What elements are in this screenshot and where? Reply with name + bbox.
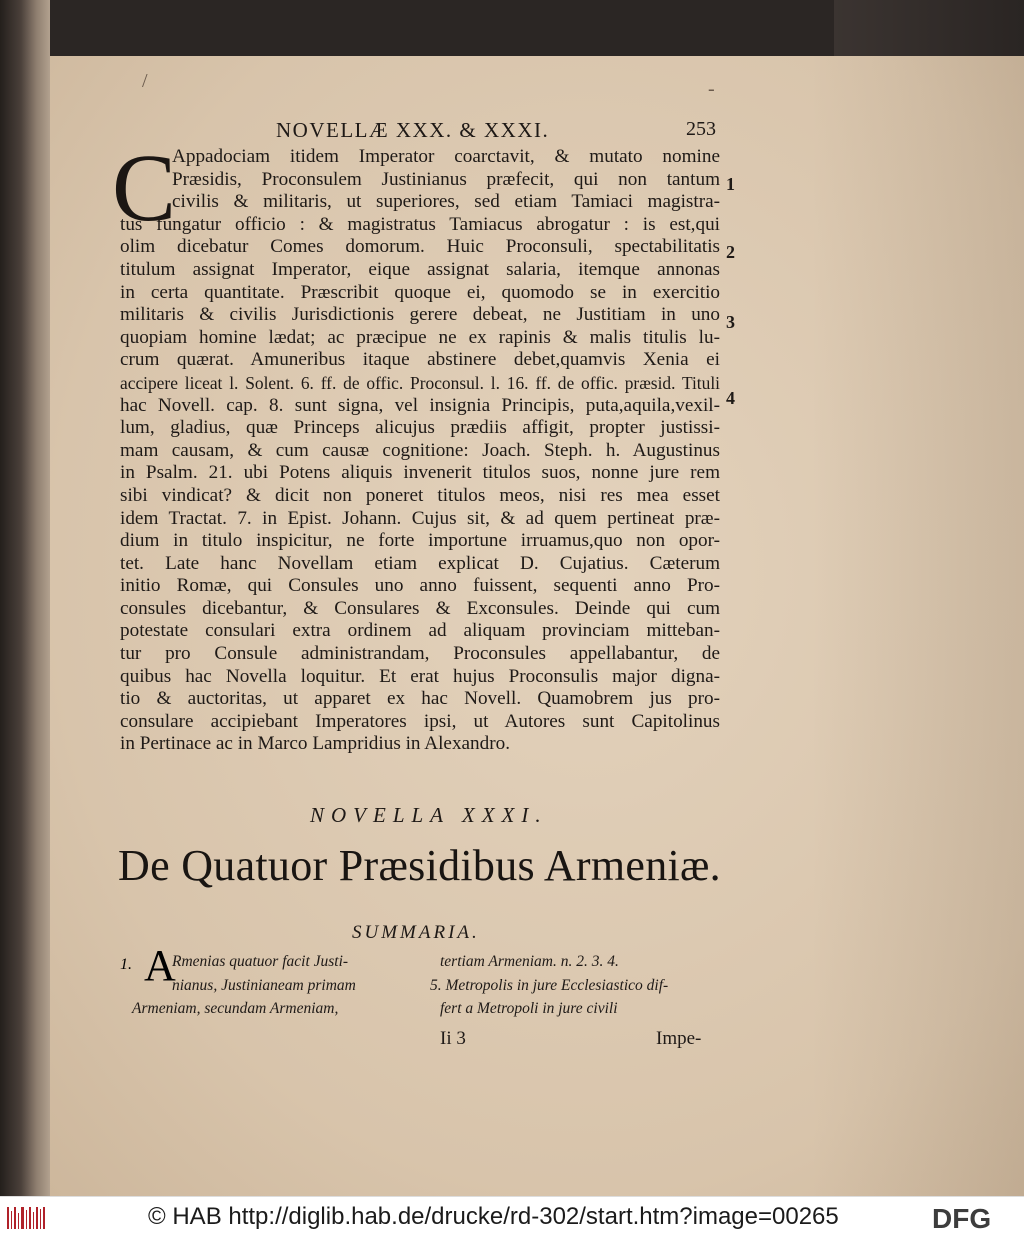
stray-mark: / bbox=[142, 70, 148, 92]
novella-heading: NOVELLA XXXI. bbox=[310, 803, 548, 827]
page-number: 253 bbox=[686, 118, 716, 140]
summary-line: fert a Metropoli in jure civili bbox=[440, 1000, 618, 1017]
footer-bar bbox=[0, 1196, 1024, 1239]
text-line: civilis & militaris, ut superiores, sed etiam Tamiaci magistra- bbox=[172, 191, 720, 213]
barcode-icon bbox=[6, 1205, 46, 1231]
text-line: tus fungatur officio : & magistratus Tamiacus abrogatur : is est,qui bbox=[120, 213, 720, 235]
logo-text: DFG bbox=[932, 1205, 992, 1231]
scan-background-top bbox=[50, 0, 1024, 58]
summary-number: 1. bbox=[120, 956, 132, 973]
margin-number: 2 bbox=[726, 242, 735, 262]
text-line: dium in titulo inspicitur, ne forte importune irruamus,quo non opor- bbox=[120, 530, 720, 552]
stray-mark: - bbox=[708, 78, 715, 100]
drop-cap: C bbox=[112, 134, 177, 241]
margin-number: 3 bbox=[726, 312, 735, 332]
summary-line: Armeniam, secundam Armeniam, bbox=[132, 1000, 339, 1017]
margin-number: 1 bbox=[726, 174, 735, 194]
summaria-heading: SUMMARIA. bbox=[352, 922, 480, 943]
text-line: hac Novell. cap. 8. sunt signa, vel insignia Principis, puta,aquila,vexil- bbox=[120, 394, 720, 416]
text-line: accipere liceat l. Solent. 6. ff. de offic. Proconsul. l. 16. ff. de offic. præsid. Tituli bbox=[120, 372, 720, 393]
text-line: tet. Late hanc Novellam etiam explicat D. Cujatius. Cæterum bbox=[120, 552, 720, 574]
text-line: potestate consulari extra ordinem ad aliquam provinciam mitteban- bbox=[120, 620, 720, 642]
book-spine-edge bbox=[0, 0, 52, 1196]
summary-drop-cap: A bbox=[144, 941, 176, 990]
text-line: initio Romæ, qui Consules uno anno fuissent, sequenti anno Pro- bbox=[120, 575, 720, 597]
summary-line: nianus, Justinianeam primam bbox=[172, 976, 356, 994]
running-head: NOVELLÆ XXX. & XXXI. bbox=[276, 118, 550, 142]
summary-line: Rmenias quatuor facit Justi- bbox=[172, 953, 349, 970]
text-line: quopiam homine lædat; ac præcipue ne ex rapinis & malis titulis lu- bbox=[120, 326, 720, 348]
signature-mark: Ii 3 bbox=[440, 1028, 466, 1049]
text-line: consules dicebantur, & Consulares & Exconsules. Deinde qui cum bbox=[120, 597, 720, 619]
dfg-logo-icon bbox=[932, 1205, 1018, 1231]
summary-right-column bbox=[430, 950, 668, 1021]
page-title: De Quatuor Præsidibus Armeniæ. bbox=[118, 841, 721, 890]
text-line: in Psalm. 21. ubi Potens aliquis invenerit titulos suos, nonne jure rem bbox=[120, 462, 720, 484]
text-line: tio & auctoritas, ut apparet ex hac Novell. Quamobrem jus pro- bbox=[120, 688, 720, 710]
text-line: consulare accipiebant Imperatores ipsi, ut Autores sunt Capitolinus bbox=[120, 710, 720, 732]
summary-line: 5. Metropolis in jure Ecclesiastico dif- bbox=[430, 976, 669, 994]
text-line: militaris & civilis Jurisdictionis gerere debeat, ne Justitiam in uno bbox=[120, 304, 720, 326]
text-line: titulum assignat Imperator, eique assignat salaria, itemque annonas bbox=[120, 258, 720, 280]
text-line: olim dicebatur Comes domorum. Huic Proconsuli, spectabilitatis bbox=[120, 236, 720, 258]
text-line: tur pro Consule administrandam, Proconsules appellabantur, de bbox=[120, 643, 720, 665]
summary-left-column bbox=[132, 950, 356, 1021]
body-text bbox=[120, 146, 720, 756]
text-line: in certa quantitate. Præscribit quoque ei, quomodo se in exercitio bbox=[120, 281, 720, 303]
catchword: Impe- bbox=[656, 1028, 702, 1049]
text-line: lum, gladius, quæ Princeps alicujus prædiis affigit, propter justissi- bbox=[120, 417, 720, 439]
margin-number: 4 bbox=[726, 388, 735, 408]
text-line: Appadociam itidem Imperator coarctavit, & mutato nomine bbox=[172, 146, 720, 167]
copyright-link[interactable]: © HAB http://diglib.hab.de/drucke/rd-302/start.htm?image=00265 bbox=[148, 1203, 839, 1230]
text-line: in Pertinace ac in Marco Lampridius in Alexandro. bbox=[120, 733, 511, 755]
summary-line: tertiam Armeniam. n. 2. 3. 4. bbox=[440, 953, 619, 970]
text-line: crum quærat. Amuneribus itaque abstinere debet,quamvis Xenia ei bbox=[120, 349, 720, 371]
text-line: Præsidis, Proconsulem Justinianus præfecit, qui non tantum bbox=[172, 168, 720, 190]
text-line: quibus hac Novella loquitur. Et erat hujus Proconsulis major digna- bbox=[120, 665, 720, 687]
text-line: sibi vindicat? & dicit non poneret titulos meos, nisi res mea esset bbox=[120, 484, 720, 506]
text-line: mam causam, & cum causæ cognitione: Joach. Steph. h. Augustinus bbox=[120, 439, 720, 461]
text-line: idem Tractat. 7. in Epist. Johann. Cujus sit, & ad quem pertineat præ- bbox=[120, 507, 720, 529]
